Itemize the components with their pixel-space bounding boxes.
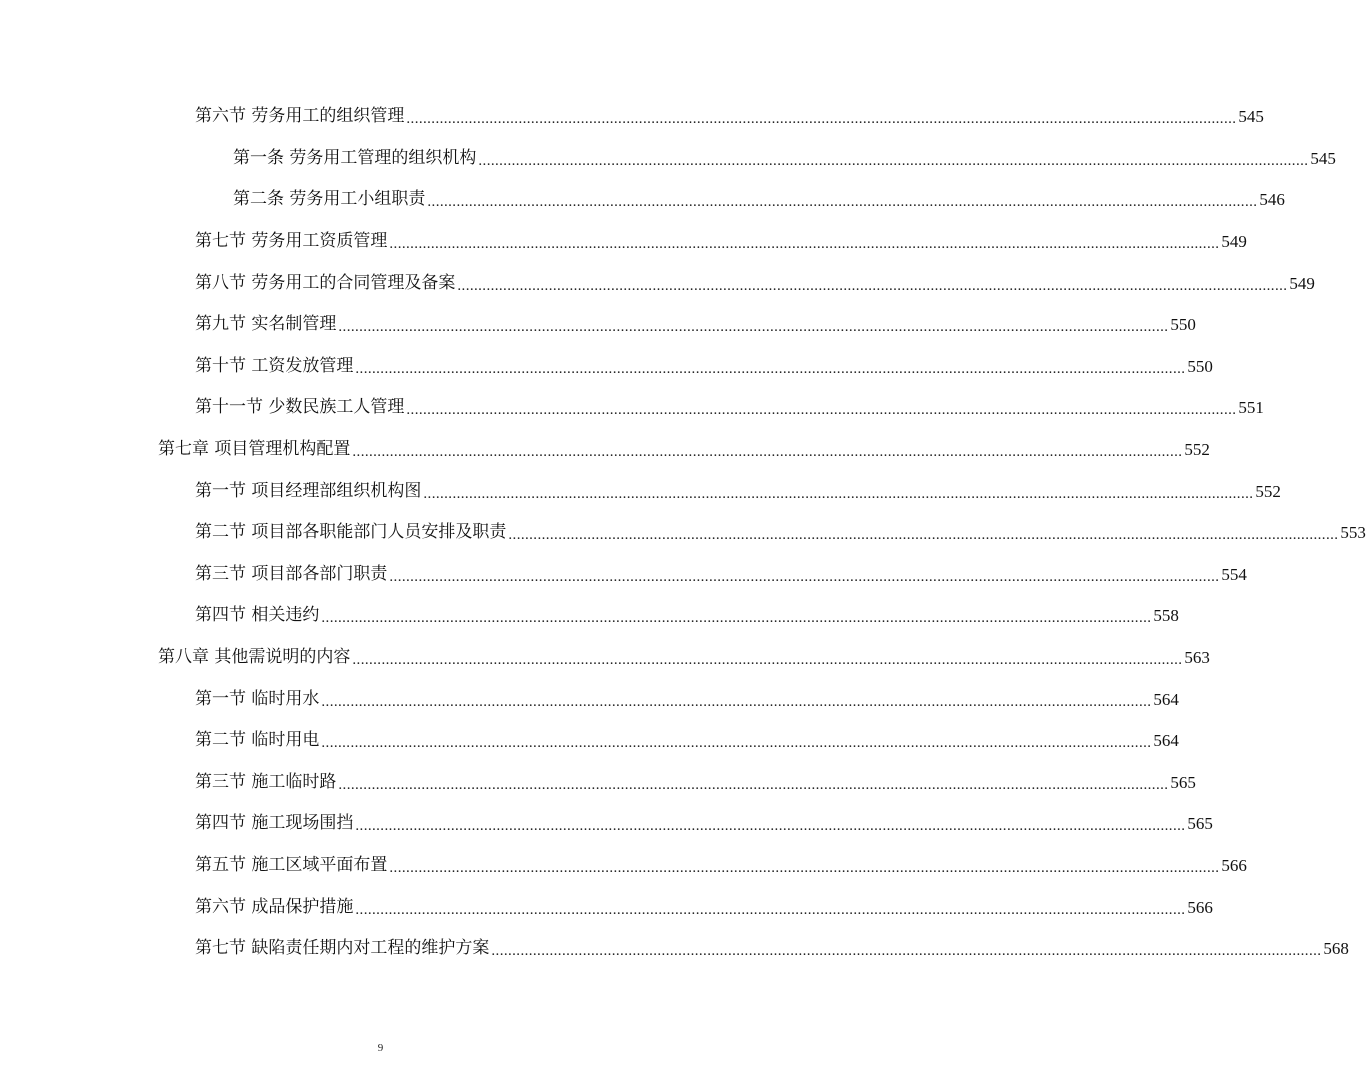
toc-entry-title: 第二节 项目部各职能部门人员安排及职责 [195,522,507,543]
toc-entry[interactable] [0,470,1281,512]
dot-leader: ........................................................................................................................................................................................................ [355,360,1186,377]
dot-leader: ........................................................................................................................................................................................................ [338,319,1169,336]
toc-entry-page: 563 [1184,648,1210,668]
toc-entry-title: 第一节 临时用水 [195,688,320,709]
toc-entry[interactable] [0,346,1213,388]
dot-leader: ........................................................................................................................................................................................................ [355,901,1186,918]
toc-entry[interactable] [0,138,1336,180]
dot-leader: ........................................................................................................................................................................................................ [406,402,1237,419]
toc-entry-title: 第一条 劳务用工管理的组织机构 [233,147,477,168]
toc-entry-title: 第八章 其他需说明的内容 [158,647,351,668]
toc-entry-page: 565 [1170,772,1196,792]
toc-entry[interactable] [0,429,1210,471]
dot-leader: ........................................................................................................................................................................................................ [338,776,1169,793]
toc-entry[interactable] [0,554,1247,596]
toc-entry-page: 549 [1289,273,1315,293]
dot-leader: ........................................................................................................................................................................................................ [321,610,1152,627]
toc-entry-title: 第六节 成品保护措施 [195,896,354,917]
toc-entry-title: 第三节 项目部各部门职责 [195,563,388,584]
dot-leader: ........................................................................................................................................................................................................ [352,444,1183,461]
toc-entry-title: 第四节 施工现场围挡 [195,813,354,834]
toc-entry[interactable] [0,304,1196,346]
dot-leader: ........................................................................................................................................................................................................ [491,943,1322,960]
toc-entry[interactable] [0,387,1264,429]
toc-entry-page: 566 [1221,855,1247,875]
toc-entry-page: 549 [1221,232,1247,252]
toc-entry-title: 第七节 缺陷责任期内对工程的维护方案 [195,938,490,959]
toc-entry-title: 第一节 项目经理部组织机构图 [195,480,422,501]
toc-entry-page: 551 [1238,398,1264,418]
dot-leader: ........................................................................................................................................................................................................ [427,194,1258,211]
toc-entry-title: 第十一节 少数民族工人管理 [195,397,405,418]
toc-entry[interactable] [0,96,1264,138]
toc-entry[interactable] [0,720,1179,762]
toc-entry[interactable] [0,637,1210,679]
toc-entry-page: 564 [1153,689,1179,709]
toc-entry[interactable] [0,762,1196,804]
toc-entry[interactable] [0,678,1179,720]
toc-entry-page: 552 [1184,440,1210,460]
dot-leader: ........................................................................................................................................................................................................ [321,693,1152,710]
toc-entry-page: 550 [1187,356,1213,376]
toc-entry-page: 553 [1340,523,1366,543]
toc-entry-page: 552 [1255,481,1281,501]
toc-entry[interactable] [0,886,1213,928]
toc-entry-title: 第七章 项目管理机构配置 [158,439,351,460]
dot-leader: ........................................................................................................................................................................................................ [478,152,1309,169]
toc-entry-page: 550 [1170,315,1196,335]
toc-entry-title: 第八节 劳务用工的合同管理及备案 [195,272,456,293]
toc-entry[interactable] [0,803,1213,845]
toc-entry-title: 第五节 施工区域平面布置 [195,854,388,875]
dot-leader: ........................................................................................................................................................................................................ [508,527,1339,544]
toc-entry-page: 545 [1238,107,1264,127]
toc-entry-title: 第十节 工资发放管理 [195,355,354,376]
toc-entry[interactable] [0,262,1315,304]
toc-entry-page: 546 [1259,190,1285,210]
table-of-contents [0,96,1366,969]
toc-entry-title: 第二节 临时用电 [195,730,320,751]
toc-entry-page: 554 [1221,564,1247,584]
toc-entry-page: 545 [1310,148,1336,168]
dot-leader: ........................................................................................................................................................................................................ [423,485,1254,502]
toc-entry[interactable] [0,221,1247,263]
dot-leader: ........................................................................................................................................................................................................ [352,652,1183,669]
toc-entry[interactable] [0,179,1285,221]
dot-leader: ........................................................................................................................................................................................................ [389,568,1220,585]
dot-leader: ........................................................................................................................................................................................................ [389,236,1220,253]
dot-leader: ........................................................................................................................................................................................................ [321,735,1152,752]
toc-entry-title: 第四节 相关违约 [195,605,320,626]
dot-leader: ........................................................................................................................................................................................................ [406,111,1237,128]
toc-entry-page: 564 [1153,731,1179,751]
toc-entry[interactable] [0,512,1366,554]
toc-entry-title: 第三节 施工临时路 [195,771,337,792]
dot-leader: ........................................................................................................................................................................................................ [389,859,1220,876]
dot-leader: ........................................................................................................................................................................................................ [457,277,1288,294]
toc-entry-page: 558 [1153,606,1179,626]
toc-entry-page: 565 [1187,814,1213,834]
toc-entry-page: 568 [1323,939,1349,959]
toc-entry-title: 第九节 实名制管理 [195,314,337,335]
toc-entry-title: 第六节 劳务用工的组织管理 [195,106,405,127]
toc-entry[interactable] [0,595,1179,637]
toc-entry[interactable] [0,928,1349,970]
toc-entry-title: 第七节 劳务用工资质管理 [195,231,388,252]
toc-entry-title: 第二条 劳务用工小组职责 [233,189,426,210]
dot-leader: ........................................................................................................................................................................................................ [355,818,1186,835]
page-number: 9 [377,1042,384,1054]
toc-entry-page: 566 [1187,897,1213,917]
toc-entry[interactable] [0,845,1247,887]
